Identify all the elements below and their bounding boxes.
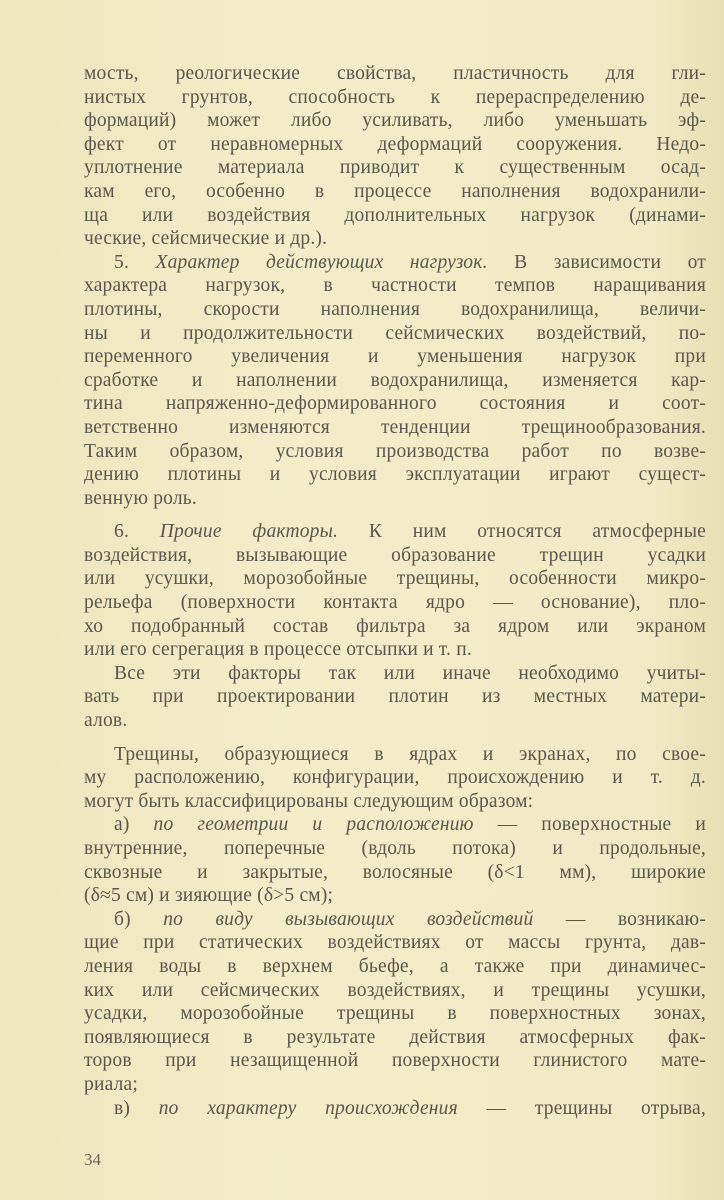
page-number: 34	[84, 1150, 101, 1169]
text-line	[84, 743, 706, 767]
italic-heading: по геометрии и расположению	[153, 814, 474, 836]
text-segment: кам его, особенно в процессе наполнения водохранили-	[84, 180, 706, 202]
text-segment: появляющиеся в результате действия атмосферных фак-	[84, 1026, 706, 1048]
italic-heading: Прочие факторы.	[159, 521, 339, 543]
text-line	[84, 837, 706, 861]
text-segment: алов.	[84, 710, 128, 732]
text-segment: дению плотины и условия эксплуатации играют сущест-	[84, 464, 706, 486]
text-line	[84, 908, 706, 932]
text-line	[84, 662, 706, 686]
text-segment: сквозные и закрытые, волосяные (δ<1 мм), широкие	[84, 861, 706, 883]
text-line	[84, 156, 706, 180]
text-line	[84, 298, 706, 322]
text-line	[84, 979, 706, 1003]
text-line	[84, 884, 706, 908]
text-line	[84, 392, 706, 416]
text-segment: щие при статических воздействиях от массы грунта, дав-	[84, 932, 706, 954]
text-segment: 5.	[114, 251, 156, 273]
text-segment: риала;	[84, 1073, 139, 1095]
text-line	[84, 931, 706, 955]
text-line	[84, 86, 706, 110]
text-line	[84, 345, 706, 369]
text-line	[84, 685, 706, 709]
text-line	[84, 251, 706, 275]
text-segment: ления воды в верхнем бьефе, а также при динамичес-	[84, 955, 706, 977]
text-segment: — возникаю-	[533, 908, 706, 930]
text-line	[84, 204, 706, 228]
text-segment: (δ≈5 см) и зияющие (δ>5 см);	[84, 885, 334, 907]
italic-heading: по виду вызывающих воздействий	[163, 908, 534, 930]
text-line	[84, 463, 706, 487]
text-segment: формаций) может либо усиливать, либо уменьшать эф-	[84, 110, 706, 132]
text-segment: нистых грунтов, способность к перераспределению де-	[84, 86, 706, 108]
text-line	[84, 591, 706, 615]
text-line	[84, 1026, 706, 1050]
body-text	[84, 62, 706, 1120]
text-line	[84, 274, 706, 298]
text-segment: В зависимости от	[487, 251, 706, 273]
text-line	[84, 487, 706, 511]
text-segment: ких или сейсмических воздействиях, и трещины усушки,	[84, 979, 706, 1001]
text-segment: вать при проектировании плотин из местных матери-	[84, 686, 706, 708]
text-segment: рельефа (поверхности контакта ядро — основание), пло-	[84, 592, 706, 614]
text-line	[84, 813, 706, 837]
text-line	[84, 520, 706, 544]
text-segment: — поверхностные и	[473, 814, 707, 836]
text-segment: плотины, скорости наполнения водохранилища, величи-	[84, 298, 706, 320]
text-line	[84, 1002, 706, 1026]
text-segment: внутренние, поперечные (вдоль потока) и продольные,	[84, 838, 706, 859]
text-line	[84, 109, 706, 133]
text-segment: Все эти факторы так или иначе необходимо учиты-	[114, 662, 706, 684]
text-line	[84, 180, 706, 204]
text-line	[84, 440, 706, 464]
text-line	[84, 133, 706, 157]
text-line	[84, 416, 706, 440]
text-segment: Таким образом, условия производства работ по возве-	[84, 440, 706, 462]
text-line	[84, 1073, 706, 1097]
text-segment: 6.	[114, 521, 160, 543]
text-line	[84, 955, 706, 979]
text-segment: торов при незащищенной поверхности глинистого мате-	[84, 1050, 706, 1072]
text-line	[84, 766, 706, 790]
text-segment: венную роль.	[84, 487, 197, 509]
text-segment: ческие, сейсмические и др.).	[84, 228, 328, 250]
text-line	[84, 544, 706, 568]
text-line	[84, 1097, 706, 1121]
text-segment: а)	[114, 814, 154, 836]
text-line	[84, 709, 706, 733]
text-segment: хо подобранный состав фильтра за ядром или экраном	[84, 615, 706, 637]
text-segment: или его сегрегация в процессе отсыпки и т. п.	[84, 639, 472, 661]
text-segment: фект от неравномерных деформаций сооружения. Недо-	[84, 133, 706, 155]
text-segment: усадки, морозобойные трещины в поверхностных зонах,	[84, 1003, 706, 1025]
text-line	[84, 615, 706, 639]
text-line	[84, 369, 706, 393]
text-segment: сработке и наполнении водохранилища, изменяется кар-	[84, 369, 706, 391]
text-segment: в)	[114, 1097, 159, 1119]
text-segment: тина напряженно-деформированного состояния и соот-	[84, 393, 706, 415]
text-line	[84, 1049, 706, 1073]
text-line	[84, 227, 706, 251]
text-line	[84, 567, 706, 591]
text-segment: ветственно изменяются тенденции трещинообразования.	[84, 416, 706, 438]
text-segment: переменного увеличения и уменьшения нагрузок при	[84, 346, 706, 368]
italic-heading: Характер действующих нагрузок.	[155, 251, 488, 273]
text-segment: характера нагрузок, в частности темпов наращивания	[84, 275, 706, 297]
text-line	[84, 62, 706, 86]
text-line	[84, 638, 706, 662]
italic-heading: по характеру происхождения	[158, 1097, 458, 1119]
text-line	[84, 790, 706, 814]
text-segment: К ним относятся атмосферные	[338, 521, 706, 543]
text-segment: ны и продолжительности сейсмических воздействий, по-	[84, 322, 706, 344]
text-line	[84, 322, 706, 346]
text-segment: или усушки, морозобойные трещины, особенности микро-	[84, 568, 706, 590]
text-segment: могут быть классифицированы следующим образом:	[84, 790, 534, 812]
text-segment: уплотнение материала приводит к существенным осад-	[84, 157, 706, 179]
text-segment: воздействия, вызывающие образование трещин усадки	[84, 544, 706, 566]
text-segment: ща или воздействия дополнительных нагрузок (динами-	[84, 204, 706, 226]
text-segment: му расположению, конфигурации, происхождению и т. д.	[84, 767, 706, 789]
text-line	[84, 861, 706, 885]
text-segment: мость, реологические свойства, пластичность для гли-	[84, 63, 706, 84]
text-segment: Трещины, образующиеся в ядрах и экранах, по свое-	[114, 743, 706, 765]
text-segment: — трещины отрыва,	[457, 1097, 706, 1119]
text-segment: б)	[114, 908, 164, 930]
